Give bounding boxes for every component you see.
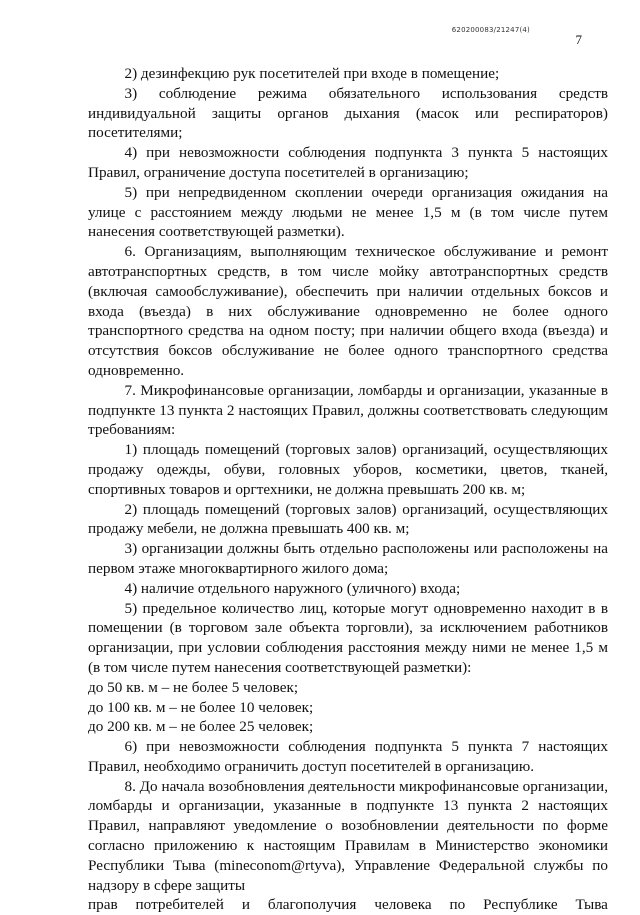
document-body	[88, 64, 608, 915]
paragraph-section-6: 6. Организациям, выполняющим техническое обслуживание и ремонт автотранспортных средств, в том числе мойку автотранспортных средств (включая самообслуживание), обеспечить при наличии отдельных боксов и входа (въезда) в них обслуживание одновременно не более одного транспортного средства на одном посту; при наличии общего входа (въезда) и отсутствия боксов обслуживание не более одного транспортного средства одновременно.	[88, 243, 608, 379]
document-id: 620200083/21247(4)	[451, 26, 530, 34]
last-line-word: потребителей	[135, 896, 224, 914]
paragraph-requirement-5: 5) предельное количество лиц, которые могут одновременно находит в в помещении (в торговом зале объекта торговли), за исключением работников организации, при условии соблюдения расстояния между ними не менее 1,5 м (в том числе путем нанесения соответствующей разметки):	[88, 599, 608, 676]
justified-last-line	[88, 895, 608, 915]
last-line-word: Тыва	[575, 896, 608, 914]
capacity-limit-100: до 100 кв. м – не более 10 человек;	[88, 698, 314, 716]
last-line-word: и	[241, 896, 250, 914]
paragraph-item-2: 2) дезинфекцию рук посетителей при входе в помещение;	[124, 65, 500, 82]
paragraph-item-4: 4) при невозможности соблюдения подпункта 3 пункта 5 настоящих Правил, ограничение доступа посетителей в организацию;	[88, 144, 608, 181]
last-line-word: благополучия	[267, 896, 357, 914]
paragraph-requirement-3: 3) организации должны быть отдельно расположены или расположены на первом этаже многоквартирного жилого дома;	[88, 540, 608, 577]
paragraph-item-5: 5) при непредвиденном скоплении очереди организация ожидания на улице с расстоянием между людьми не менее 1,5 м (в том числе путем нанесения соответствующей разметки).	[88, 183, 608, 241]
last-line-word: человека	[374, 896, 432, 914]
paragraph-requirement-2: 2) площадь помещений (торговых залов) организаций, осуществляющих продажу мебели, не должна превышать 400 кв. м;	[88, 500, 608, 538]
paragraph-section-8: 8. До начала возобновления деятельности микрофинансовые организации, ломбарды и организации, указанные в подпункте 13 пункта 2 настоящих Правил, направляют уведомление о возобновлении деятельности по форме согласно приложению к настоящим Правилам в Министерство экономики Республики Тыва (mineconom@rtyva), Управление Федеральной службы по надзору в сфере защиты	[88, 777, 608, 894]
paragraph-item-3: 3) соблюдение режима обязательного использования средств индивидуальной защиты органов дыхания (масок или респираторов) посетителями;	[88, 84, 608, 142]
paragraph-requirement-1: 1) площадь помещений (торговых залов) организаций, осуществляющих продажу одежды, обуви, головных уборов, косметики, цветов, тканей, спортивных товаров и оргтехники, не должна превышать 200 кв. м;	[88, 441, 608, 498]
paragraph-requirement-6: 6) при невозможности соблюдения подпункта 5 пункта 7 настоящих Правил, необходимо ограничить доступ посетителей в организацию.	[88, 738, 608, 775]
capacity-limit-50: до 50 кв. м – не более 5 человек;	[88, 678, 299, 696]
last-line-word: по	[449, 896, 466, 914]
page-number: 7	[575, 32, 582, 47]
paragraph-section-7: 7. Микрофинансовые организации, ломбарды и организации, указанные в подпункте 13 пункта 2 настоящих Правил, должны соответствовать следующим требованиям:	[88, 381, 608, 439]
capacity-limit-200: до 200 кв. м – не более 25 человек;	[88, 718, 314, 736]
last-line-word: прав	[88, 896, 118, 914]
last-line-word: Республике	[483, 896, 558, 914]
paragraph-requirement-4: 4) наличие отдельного наружного (уличного) входа;	[124, 579, 461, 597]
